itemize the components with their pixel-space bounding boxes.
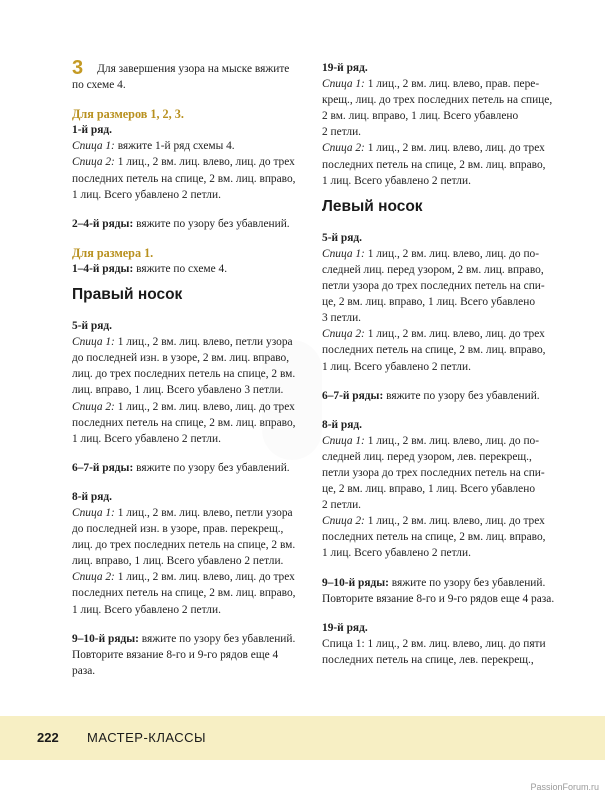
step-number: 3 [72, 57, 84, 79]
row-heading: 1-й ряд. [72, 124, 113, 137]
rows-instruction: 1–4-й ряды: вяжите по схеме 4. [72, 262, 228, 275]
rows-instruction: 6–7-й ряды: вяжите по узору без убавлений. [322, 389, 540, 402]
row-heading: 5-й ряд. [72, 320, 113, 333]
sizes-heading: Для размеров 1, 2, 3. [72, 107, 184, 122]
page-footer [0, 716, 605, 760]
rows-instruction: 9–10-й ряды: вяжите по узору без убавлений. [72, 632, 296, 645]
rows-instruction: 6–7-й ряды: вяжите по узору без убавлений. [72, 461, 290, 474]
watermark: PassionForum.ru [530, 782, 599, 792]
left-column: 3 Для завершения узора на мыске вяжите по схеме 4. Для размеров 1, 2, 3. 1-й ряд. Спица 1: вяжите 1-й ряд схемы 4. Спица 2: 1 лиц., 2 вм. лиц. влево, лиц. до трех последних петель на спице, 2 вм. лиц. вправо, 1 лиц. Всего убавлено 2 петли. 2–4-й ряды: вяжите по узору без убавлений. Для размера 1. 1–4-й ряды: вяжите по схеме 4. Правый носок 5-й ряд. Спица 1: 1 лиц., 2 вм. лиц. влево, петли узора до последней изн. в узоре, 2 вм. лиц. вправо, лиц. до трех последних петель на спице, 2 вм. лиц. вправо, 1 лиц. Всего убавлено 3 петли. Спица 2: 1 лиц., 2 вм. лиц. влево, лиц. до трех последних петель на спице, 2 вм. лиц. вправо, 1 лиц. Всего убавлено 2 петли. 6–7-й ряды: вяжите по узору без убавлений. 8-й ряд. Спица 1: 1 лиц., 2 вм. лиц. влево, петли узора до последней изн. в узоре, прав. перекрещ., лиц. до трех последних петель на спице, 2 вм. лиц. вправо, 1 лиц. Всего убавлено 2 петли. Спица 2: 1 лиц., 2 вм. лиц. влево, лиц. до трех последних петель на спице, 2 вм. лиц. вправо, 1 лиц. Всего убавлено 2 петли. 9–10-й ряды: вяжите по узору без убавлений. Повторите вязание 8-го и 9-го рядов еще 4 раза. [72, 60, 304, 679]
row-heading: 19-й ряд. [322, 621, 368, 634]
rows-instruction: 9–10-й ряды: вяжите по узору без убавлений. [322, 576, 546, 589]
page-number: 222 [37, 730, 59, 745]
step-intro: 3 Для завершения узора на мыске вяжите [72, 57, 290, 79]
right-sock-heading: Правый носок [72, 286, 183, 304]
rows-instruction: 2–4-й ряды: вяжите по узору без убавлений. [72, 217, 290, 230]
row-heading: 5-й ряд. [322, 231, 363, 244]
row-heading: 19-й ряд. [322, 62, 368, 74]
section-title: МАСТЕР-КЛАССЫ [87, 730, 207, 745]
row-heading: 8-й ряд. [72, 490, 113, 503]
right-column: 19-й ряд. Спица 1: 1 лиц., 2 вм. лиц. влево, прав. пере- крещ., лиц. до трех последних петель на спице, 2 вм. лиц. вправо, 1 лиц. Всего убавлено 2 петли. Спица 2: 1 лиц., 2 вм. лиц. влево, лиц. до трех последних петель на спице, 2 вм. лиц. вправо, 1 лиц. Всего убавлено 2 петли. Левый носок 5-й ряд. Спица 1: 1 лиц., 2 вм. лиц. влево, лиц. до по- следней лиц. перед узором, 2 вм. лиц. вправо, петли узора до трех последних петель на спи- це, 2 вм. лиц. вправо, 1 лиц. Всего убавлено 3 петли. Спица 2: 1 лиц., 2 вм. лиц. влево, лиц. до трех последних петель на спице, 2 вм. лиц. вправо, 1 лиц. Всего убавлено 2 петли. 6–7-й ряды: вяжите по узору без убавлений. 8-й ряд. Спица 1: 1 лиц., 2 вм. лиц. влево, лиц. до по- следней лиц. перед узором, лев. перекрещ., петли узора до трех последних петель на спи- це, 2 вм. лиц. вправо, 1 лиц. Всего убавлено 2 петли. Спица 2: 1 лиц., 2 вм. лиц. влево, лиц. до трех последних петель на спице, 2 вм. лиц. вправо, 1 лиц. Всего убавлено 2 петли. 9–10-й ряды: вяжите по узору без убавлений. Повторите вязание 8-го и 9-го рядов еще 4 раза. 19-й ряд. Спица 1: 1 лиц., 2 вм. лиц. влево, лиц. до пяти последних петель на спице, лев. перекрещ., [322, 60, 558, 668]
left-sock-heading: Левый носок [322, 197, 423, 215]
row-heading: 8-й ряд. [322, 418, 363, 431]
size-heading: Для размера 1. [72, 245, 154, 260]
